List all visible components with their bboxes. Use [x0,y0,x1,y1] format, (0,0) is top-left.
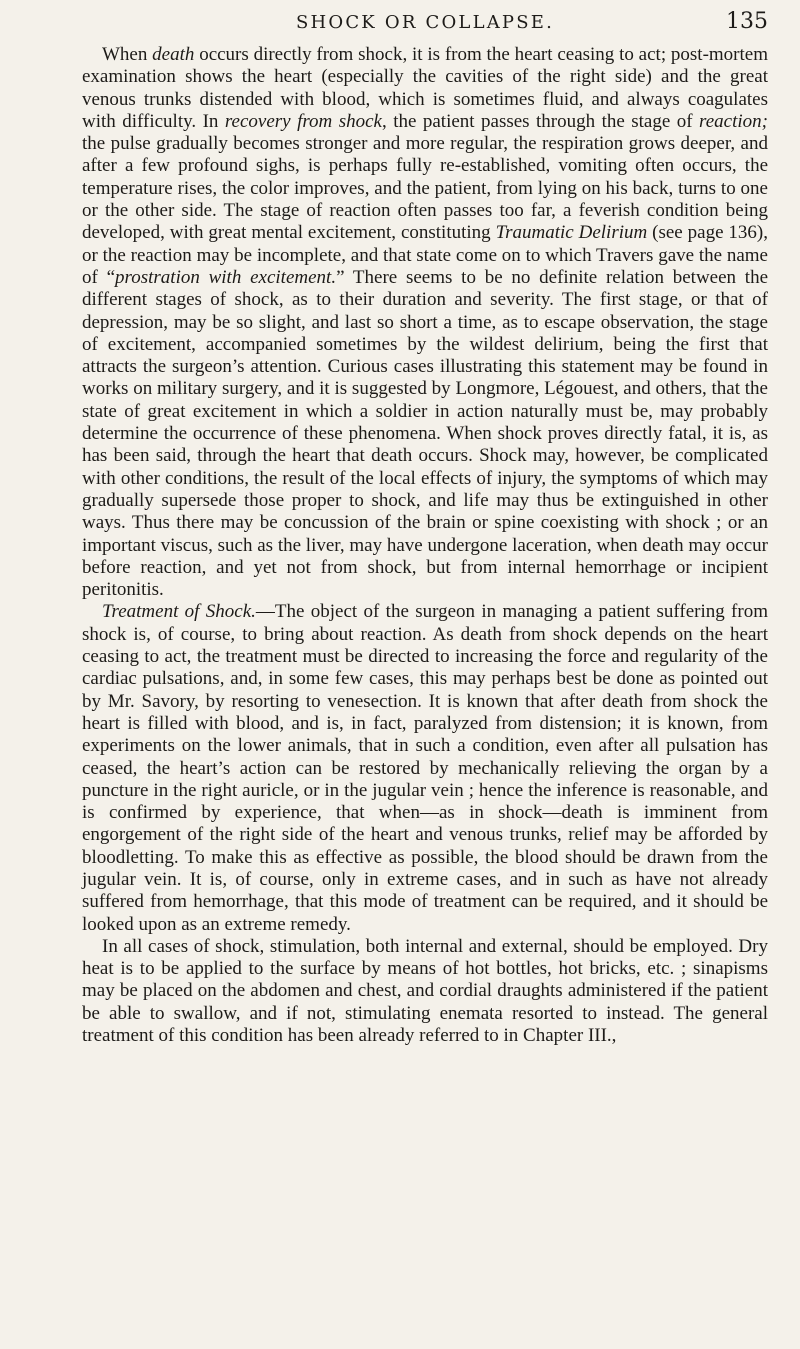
paragraph-stimulation [82,936,768,1047]
text-run: When [102,44,153,65]
text-run: (see page 136), or the reaction may be incomplete, and that state come on to which Travers gave the name of “ [82,222,769,288]
text-run: In all cases of shock, stimulation, both internal and external, should be employed. Dry heat is to be applied to the surface by means of hot bottles, hot bricks, etc. ; sinapisms may be placed on the abdomen and chest, and cordial draughts administered if the patient be able to swallow, and if not, stimulating enemata resorted to instead. The general treatment of this condition has been already referred to in Chapter III., [82,935,768,1047]
section-heading-treatment: Treatment of Shock. [102,601,256,623]
paragraph-death-and-recovery [82,44,768,601]
paragraph-treatment-of-shock [82,601,768,935]
italic-term-death: death [152,44,195,65]
page-number: 135 [726,9,768,34]
italic-term-traumatic-delirium: Traumatic Delirium [495,222,648,244]
text-run: ” There seems to be no definite relation between the different stages of shock, as to their duration and severity. The first stage, or that of depression, may be so slight, and last so short a time, as to escape observation, the stage of excitement, accompanied sometimes by the wildest delirium, being the first that attracts the surgeon’s attention. Curious cases illustrating this statement may be found in works on military surgery, and it is suggested by Longmore, Légouest, and others, that the state of great excitement in which a soldier in action naturally must be, may probably determine the occurrence of these phenomena. When shock proves directly fatal, it is, as has been said, through the heart that death occurs. Shock may, however, be complicated with other conditions, the result of the local effects of injury, the symptoms of which may gradually supersede those proper to shock, and life may thus be extinguished in other ways. Thus there may be concussion of the brain or spine coexisting with shock ; or an important viscus, such as the liver, may have undergone laceration, when death may occur before reaction, and yet not from shock, but from internal hemorrhage or incipient peritonitis. [82,266,769,601]
italic-term-reaction: reaction; [699,110,768,132]
text-run: the pulse gradually becomes stronger and more regular, the respiration grows deeper, and after a few profound sighs, is perhaps fully re-established, vomiting often occurs, the temperature rises, the color improves, and the patient, from lying on his back, turns to one or the other side. The stage of reaction often passes too far, a feverish condition being developed, with great mental excitement, constituting [82,133,768,244]
text-run: occurs directly from shock, it is from the heart ceasing to act; post-mortem examination shows the heart (especially the cavities of the right side) and the great venous trunks distended with blood, which is sometimes fluid, and always coagulates with difficulty. In [82,44,768,132]
running-title: SHOCK OR COLLAPSE. [295,12,555,33]
italic-term-recovery: recovery from shock [224,110,382,132]
text-run: , the patient passes through the stage of [381,110,700,132]
body-text [82,44,768,1047]
text-run: —The object of the surgeon in managing a patient suffering from shock is, of course, to bring about reaction. As death from shock depends on the heart ceasing to act, the treatment must be directed to increasing the force and regularity of the cardiac pulsations, and, in some few cases, this may perhaps best be done as pointed out by Mr. Savory, by resorting to venesection. It is known that after death from shock the heart is filled with blood, and is, in fact, paralyzed from distension; it is known, from experiments on the lower animals, that in such a condition, even after all pulsation has ceased, the heart’s action can be restored by mechanically relieving the organ by a puncture in the right auricle, or in the jugular vein ; hence the inference is reasonable, and is confirmed by experience, that when—as in shock—death is imminent from engorgement of the right side of the heart and venous trunks, relief may be afforded by bloodletting. To make this as effective as possible, the blood should be drawn from the jugular vein. It is, of course, only in extreme cases, and in such as have not already suffered from hemorrhage, that this mode of treatment can be required, and it should be looked upon as an extreme remedy. [82,601,768,935]
page-header [82,4,768,36]
italic-term-prostration: prostration with excitement. [115,266,337,288]
